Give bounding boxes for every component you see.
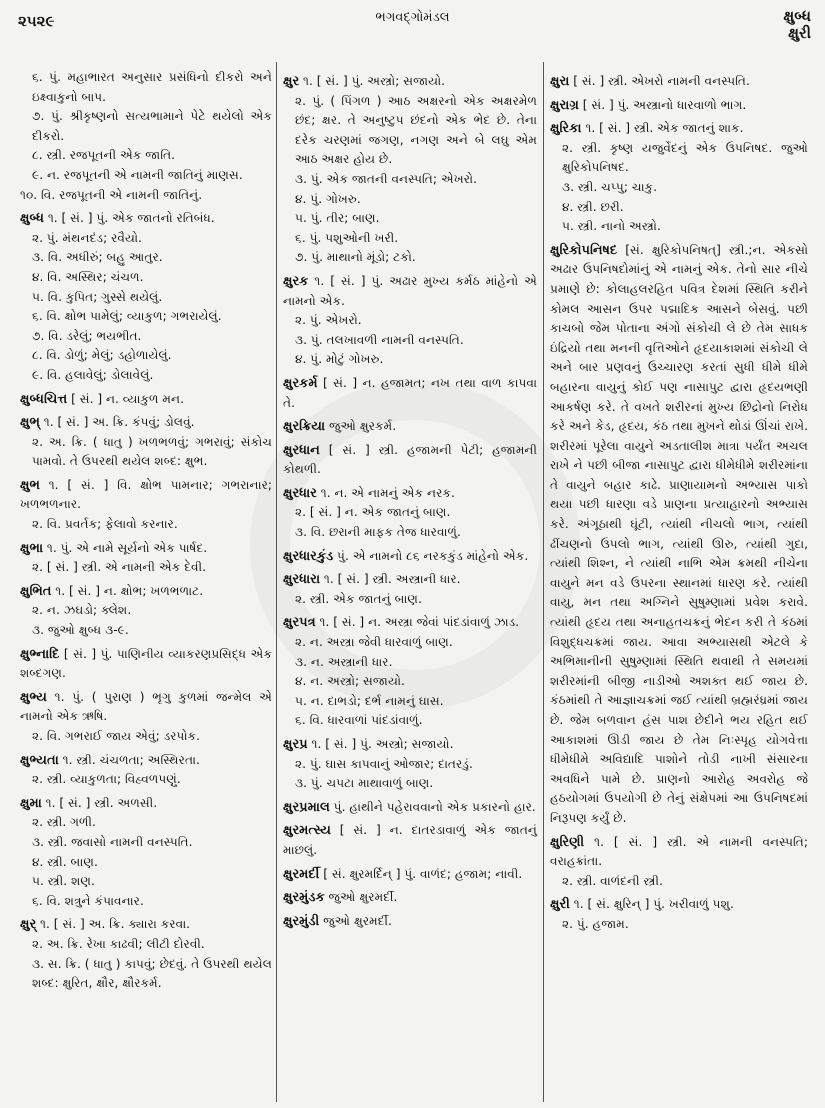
dictionary-entry	[20, 413, 272, 433]
dictionary-entry	[283, 547, 537, 567]
definition-text: જુઓ ક્ષુરમર્દી.	[324, 890, 398, 905]
definition-text: ૩. સ. ક્રિ. ( ધાતુ ) કાપવું; છેદવું. તે ઉપરથી થયેલ શબ્દ: ક્ષુરિત, ક્ષૌર, ક્ષૌરકર્મ.	[32, 956, 272, 991]
definition-text: ૯. ન. રજપૂતની એ નામની જાતિનું માણસ.	[32, 167, 243, 182]
dictionary-entry	[20, 476, 272, 515]
headword: ક્ષુરિકા	[550, 121, 582, 137]
column-divider	[276, 62, 277, 1102]
column-2	[283, 68, 537, 931]
definition-text: ૩. ન. અસ્ત્રાની ધાર.	[295, 654, 393, 669]
entry-sense	[283, 692, 537, 712]
definition-text: ૧. [ સં. ] અ. ક્રિ. ક્યારા કરવા.	[36, 917, 191, 932]
definition-text: ૨. સ્ત્રી. વ્યાકુળતા; વિહ્વળપણું.	[32, 772, 181, 787]
headword: ક્ષુરિકોપનિષદ	[550, 242, 618, 258]
definition-text: ૫. વિ. કુપિત; ગુસ્સે થયેલું.	[32, 289, 163, 304]
dictionary-entry	[550, 72, 808, 92]
entry-sense	[283, 590, 537, 610]
definition-text: ૨. સ્ત્રી. વાળંદની સ્ત્રી.	[562, 873, 663, 888]
definition-text: ૬. વિ. ધારવાળાં પાંદડાંવાળું.	[295, 713, 423, 728]
dictionary-entry	[283, 272, 537, 311]
definition-text: ૪. સ્ત્રી. બાણ.	[32, 854, 98, 869]
entry-sense	[20, 248, 272, 268]
definition-text: ૩. સ્ત્રી. ચપ્પુ; ચાકુ.	[562, 179, 658, 194]
entry-sense	[283, 523, 537, 543]
definition-text: ૧. [ સં. ] ન. અસ્ત્રા જેવાં પાંદડાંવાળું ઝાડ.	[315, 615, 520, 630]
headword: ક્ષુભિત	[20, 583, 52, 599]
headword: ક્ષુર્	[20, 917, 37, 933]
entry-sense	[20, 813, 272, 833]
entry-sense	[283, 229, 537, 249]
dictionary-entry	[283, 912, 537, 932]
headword: ક્ષુભ્નાદિ	[20, 646, 60, 662]
headword: ક્ષુમા	[20, 795, 42, 811]
definition-text: ૨. સ્ત્રી. એક જાતનું બાણ.	[295, 591, 422, 606]
definition-text: ૨. પું. મંથનદંડ; રવૈયો.	[32, 230, 142, 245]
definition-text: ૩. સ્ત્રી. જવાસો નામની વનસ્પતિ.	[32, 834, 193, 849]
headword: ક્ષુબ્ધચિત્ત	[20, 391, 68, 407]
definition-text: ૧. સ્ત્રી. ચંચળતા; અસ્થિરતા.	[58, 752, 200, 767]
page-number: ૨૫૨૯	[18, 12, 55, 30]
definition-text: ૧. [ સં. ] પું. અઢાર મુખ્ય કર્મઠ માંહેનો એ નામનો એક.	[283, 273, 537, 308]
dictionary-entry	[20, 582, 272, 602]
definition-text: ૧. પું. ( પુરાણ ) ભૃગુ કુળમાં જન્મેલ એ નામનો એક ઋષિ.	[20, 689, 272, 724]
entry-sense	[283, 311, 537, 331]
definition-text: [ સં. ] ન. હજામત; નખ તથા વાળ કાપવા તે.	[283, 375, 537, 410]
definition-text: ૨. વિ. પ્રવર્તક; ફેલાવો કરનાર.	[32, 517, 178, 532]
dictionary-entry	[20, 688, 272, 727]
definition-text: ૫. સ્ત્રી. નાનો અસ્ત્રો.	[562, 219, 661, 234]
definition-text: ૧. [ સં. ] સ્ત્રી. એક જાતનું શાક.	[581, 121, 744, 136]
definition-text: ૩. પું. ચપટા માથાવાળું બાણ.	[295, 776, 434, 791]
definition-text: ૩. વિ. અધીરું; બહુ આતુર.	[32, 250, 163, 265]
dictionary-entry	[20, 645, 272, 684]
definition-text: ૮. વિ. ડોળું; મેલું; ડહોળાયેલું.	[32, 348, 172, 363]
definition-text: ૩. વિ. છરાની માફક તેજ ધારવાળું.	[295, 525, 461, 540]
entry-sense	[283, 503, 537, 523]
definition-text: [ સં. ] પું. અસ્ત્રાનો ધારવાળો ભાગ.	[578, 97, 747, 112]
entry-sense	[550, 198, 808, 218]
headword: ક્ષુરી	[550, 897, 570, 913]
dictionary-entry	[283, 484, 537, 504]
definition-text: ૧. [ સં. ] પું. અસ્ત્રો; સજાયો.	[307, 737, 454, 751]
definition-text: ૧. [ સં. ] સ્ત્રી. અસ્ત્રાની ધાર.	[320, 572, 461, 587]
entry-sense	[283, 190, 537, 210]
entry-sense	[20, 727, 272, 747]
definition-text: ૨. પું. એખરો.	[295, 313, 362, 328]
entry-sense	[20, 872, 272, 892]
entry-sense	[283, 170, 537, 190]
definition-text: ૨. પું. ઘાસ કાપવાનું ઓજાર; દાતરડું.	[295, 756, 473, 771]
definition-text: ૨. [ સં. ] ન. એક જાતનું બાણ.	[295, 505, 451, 520]
headword: ક્ષુરક્રિયા	[283, 419, 326, 435]
definition-text: ૭. વિ. ડરેલું; ભયભીત.	[32, 328, 142, 343]
definition-text: [ સં. ક્ષુરમર્દિન્ ] પું. વાળંદ; હજામ; નાવી.	[319, 866, 523, 881]
headword: ક્ષુરમુંડી	[283, 913, 320, 929]
entry-sense	[550, 139, 808, 178]
definition-text: ૨. અ. ક્રિ. રેખા કાઢવી; લીટી દોરવી.	[32, 936, 205, 951]
dictionary-entry	[20, 539, 272, 559]
entry-sense	[283, 331, 537, 351]
headword: ક્ષુરધારા	[283, 572, 321, 588]
definition-text: ૨. ન. અસ્ત્રા જેવી ધારવાળું બાણ.	[295, 635, 453, 650]
entry-sense	[20, 770, 272, 790]
entry-sense	[283, 672, 537, 692]
dictionary-entry	[283, 821, 537, 860]
entry-sense	[550, 915, 808, 935]
entry-sense	[283, 755, 537, 775]
definition-text: ૧. [ સં. ] અ. ક્રિ. કંપવું; ડોલવું.	[39, 415, 195, 430]
headword: ક્ષુરમુંડક	[283, 890, 325, 906]
definition-text: ૫. ન. દાભડો; દર્ભ નામનું ઘાસ.	[295, 693, 444, 708]
headword: ક્ષુભ્યતા	[20, 752, 59, 768]
definition-text: પું. એ નામનો ૮૬ નરકકુંડ માંહેનો એક.	[333, 548, 529, 563]
entry-sense	[283, 711, 537, 731]
entry-sense	[20, 601, 272, 621]
dictionary-entry	[20, 209, 272, 229]
definition-text: ૨. ન. ઝઘડો; ક્લેશ.	[32, 603, 132, 618]
entry-sense	[20, 268, 272, 288]
entry-sense	[283, 92, 537, 170]
entry-sense	[20, 186, 272, 206]
entry-sense	[550, 217, 808, 237]
book-title: ભગવદ્ગોમંડલ	[375, 10, 450, 25]
dictionary-entry	[550, 96, 808, 116]
definition-text: ૩. જુઓ ક્ષુબ્ધ ૩-૯.	[32, 623, 129, 638]
definition-text: ૨. પું. ( પિંગળ ) આઠ અક્ષરનો એક અક્ષરમેળ છંદ; ક્ષર. તે અનુષ્ટુપ છંદનો એક ભેદ છે. તેના દરેક ચરણમાં જગણ, નગણ અને બે લઘુ એમ આઠ અક્ષર હોય છે.	[295, 93, 537, 167]
headword: ક્ષુર	[283, 74, 300, 89]
definition-text: ૬. પું. પશુઓની ખરી.	[295, 230, 399, 245]
definition-text: ૧. [ સં. ] સ્ત્રી. એ નામની વનસ્પતિ; વરાહક્રાંતા.	[550, 834, 808, 869]
definition-text: ૨. અ. ક્રિ. ( ધાતુ ) ખળભળવું; ગભરાવું; સંકોચ પામવો. તે ઉપરથી થયેલ શબ્દ: ક્ષુભ.	[32, 434, 272, 469]
headword: ક્ષુરા	[550, 74, 570, 89]
definition-text: [ સં. ] સ્ત્રી. હજામની પેટી; હજામની કોથળી.	[283, 442, 537, 477]
dictionary-entry	[283, 613, 537, 633]
dictionary-entry	[20, 390, 272, 410]
headword: ક્ષુરપ્રમાલ	[283, 799, 330, 815]
entry-sense	[20, 366, 272, 386]
guide-word-last: ક્ષુરી	[788, 24, 811, 42]
entry-sense	[20, 433, 272, 472]
entry-sense	[283, 248, 537, 268]
column-divider	[543, 62, 544, 1102]
entry-sense	[20, 621, 272, 641]
dictionary-entry	[20, 915, 272, 935]
headword: ક્ષુરધારકુંડ	[283, 548, 334, 564]
definition-text: ૬. વિ. ક્ષોભ પામેલું; વ્યાકુળ; ગભરાયેલું.	[32, 309, 222, 324]
definition-text: ૨. સ્ત્રી. કૃષ્ણ યજુર્વેદનું એક ઉપનિષદ. જુઓ ક્ષુરિકોપનિષદ.	[562, 140, 808, 175]
definition-text: ૪. ન. અસ્ત્રો; સજાયો.	[295, 674, 405, 689]
dictionary-entry	[283, 570, 537, 590]
definition-text: ૩. પું. તલખાવળી નામની વનસ્પતિ.	[295, 332, 464, 347]
entry-sense	[20, 229, 272, 249]
headword: ક્ષુરપત્ર	[283, 615, 316, 631]
entry-sense	[283, 633, 537, 653]
headword: ક્ષુભા	[20, 540, 44, 556]
definition-text: ૮. સ્ત્રી. રજપૂતની એક જાતિ.	[32, 148, 176, 163]
entry-sense	[20, 955, 272, 994]
entry-sense	[20, 166, 272, 186]
definition-text: ૧. [ સં. ] ન. ક્ષોભ; ખળભળાટ.	[51, 583, 204, 598]
headword: ક્ષુભ	[20, 477, 40, 493]
entry-sense	[283, 209, 537, 229]
definition-text: ૪. પું. મોટું ગોખરુ.	[295, 352, 384, 367]
definition-text: ૨. પું. હજામ.	[562, 916, 629, 931]
dictionary-entry	[550, 895, 808, 915]
definition-text: ૧. [ સં. ] વિ. ક્ષોભ પામનાર; ગભરાનાર; ખળભળનાર.	[20, 477, 272, 512]
entry-sense	[283, 653, 537, 673]
headword: ક્ષુભ્	[20, 415, 40, 431]
entry-sense	[20, 288, 272, 308]
dictionary-entry	[550, 119, 808, 139]
definition-text: ૧. [ સં. ] પું. એક જાતનો રતિબંધ.	[43, 211, 215, 226]
definition-text: [ સં. ] ન. દાતરડાવાળું એક જાતનું માછલું.	[283, 823, 537, 857]
headword: ક્ષુરમત્સ્ય	[283, 823, 331, 839]
dictionary-entry	[550, 241, 808, 829]
dictionary-entry	[283, 865, 537, 885]
definition-text: જુઓ ક્ષુરમર્દી.	[319, 913, 392, 928]
definition-text: [ સં. ] સ્ત્રી. એખરો નામની વનસ્પતિ.	[569, 74, 750, 88]
entry-sense	[283, 350, 537, 370]
definition-text: ૧. [ સં. ક્ષુરિન્ ] પું. ખરીવાળું પશુ.	[569, 897, 734, 912]
headword: ક્ષુરાગ્ર	[550, 97, 579, 113]
dictionary-entry	[283, 888, 537, 908]
definition-text: [સં. ક્ષુરિકોપનિષત્] સ્ત્રી.;ન. એકસો અઢાર ઉપનિષદોમાંનું એ નામનું એક. તેનો સાર નીચે પ્રમાણે છે: કોલાહલરહિત પવિત્ર દેશમાં સ્થિતિ કરીને કોમલ આસન ઉપર પદ્માદિક આસને બેસવું. પછી કાચબો જેમ પોતાના અંગો સંકોચી લે છે તેમ સાધક ઇંદ્રિયો તથા મનની વૃત્તિઓને હૃદયાકાશમાં સંકોચી લે અને બાર પ્રણવનું ઉચ્ચારણ કરતાં સુધી ધીમે ધીમે બહારના વાયુનું કોઈ પણ નાસાપુટ દ્વારા હૃદયભણી આકર્ષણ કરે. તે વખતે શરીરનાં મુખ્ય છિદ્રોનો નિરોધ કરે અને કેડ, હૃદય, કંઠ તથા મુખને થોડાં ઊંચાં રાખે. શરીરમાં પૂરેલા વાયુને અડતાલીશ માત્રા પર્યંત અચલ રાખે ને પછી બીજા નાસાપુટ દ્વારા ધીમેધીમે શરીરમાંના તે વાયુને બહાર કાઢે. પ્રાણાયામનો અભ્યાસ પાકો થયા પછી ધારણા વડે પ્રાણના પ્રત્યાહારનો અભ્યાસ કરે. અંગૂઠાથી ઘૂંટી, ત્યાંથી નીચલો ભાગ, ત્યાંથી ઢીંચણનો ઉપલો ભાગ, ત્યાંથી ઊરુ, ત્યાંથી ગુદા, ત્યાંથી શિશ્ન, ને ત્યાંથી નાભિ એમ ક્રમથી નીચેના વાયુને મન વડે ઉપરના સ્થાનમાં ધારણ કરે. ત્યાંથી વાયુ, મન તથા અગ્નિને સુષુમ્ણામાં પ્રવેશ કરાવે. ત્યાંથી હૃદય તથા અનાહતચક્રનું ભેદન કરી તે કંઠમાં વિશુદ્ધચક્રમાં જાય. આવા અભ્યાસથી એટલે કે અભિમાનીની સુષુમ્ણામાં સ્થિતિ થવાથી તે સમયમાં શરીરમાંની બીજી નાડીઓ અશક્ત થઈ જાય છે. કંઠમાંથી તે આજ્ઞાચક્રમાં જઈ ત્યાંથી બ્રહ્મરંધ્રમાં જાય છે. જેમ બળવાન હંસ પાશ છેદીને ભય રહિત થઈ આકાશમાં ઊડી જાય છે તેમ નિઃસ્પૃહ યોગવેત્તા ધીમેધીમે અવિદ્યાદિ પાશોને તોડી નાખી સંસારના અવધિને પામે છે. પ્રાણનો આરોહ અવરોહ જે હઠયોગમાં ઉપયોગી છે તેનું સંક્ષેપમાં આ ઉપનિષદમાં નિરૂપણ કર્યું છે.	[550, 242, 808, 825]
dictionary-entry	[20, 794, 272, 814]
definition-text: જુઓ ક્ષુરકર્મ.	[325, 419, 397, 434]
definition-text: ૧. [ સં. ] પું. અસ્ત્રો; સજાયો.	[299, 74, 446, 88]
entry-sense	[20, 833, 272, 853]
headword: ક્ષુરધાર	[283, 485, 317, 501]
entry-sense	[20, 307, 272, 327]
entry-sense	[20, 558, 272, 578]
headword: ક્ષુબ્ધ	[20, 211, 44, 227]
dictionary-entry	[283, 798, 537, 818]
definition-text: ૧. પું. એ નામે સૂર્યનો એક પાર્ષદ.	[43, 540, 208, 555]
entry-sense	[20, 346, 272, 366]
dictionary-entry	[283, 72, 537, 92]
headword: ક્ષુરકર્મ	[283, 375, 318, 391]
guide-words	[783, 8, 811, 42]
dictionary-entry	[283, 735, 537, 755]
entry-sense	[20, 515, 272, 535]
definition-text: ૨. [ સં. ] સ્ત્રી. એ નામની એક દેવી.	[32, 560, 206, 575]
definition-text: ૫. પું. તીર; બાણ.	[295, 211, 380, 226]
definition-text: ૨. વિ. ગભરાઈ જાય એવું; ડરપોક.	[32, 729, 200, 743]
entry-sense	[20, 935, 272, 955]
entry-sense	[20, 327, 272, 347]
headword: ક્ષુરપ્ર	[283, 737, 308, 752]
definition-text: [ સં. ] પું. પાણિનીય વ્યાકરણપ્રસિદ્ધ એક શબ્દગણ.	[20, 646, 272, 681]
definition-text: ૪. સ્ત્રી. છરી.	[562, 199, 624, 214]
definition-text: ૬. વિ. શત્રુને કંપાવનાર.	[32, 893, 144, 908]
definition-text: ૨. સ્ત્રી. ગળી.	[32, 815, 96, 830]
definition-text: ૪. પું. ગોખરુ.	[295, 191, 361, 206]
entry-sense	[20, 107, 272, 146]
column-3	[550, 68, 808, 935]
definition-text: પું. હાથીને પહેરાવવાનો એક પ્રકારનો હાર.	[329, 799, 536, 814]
dictionary-entry	[283, 417, 537, 437]
headword: ક્ષુભ્ય	[20, 689, 47, 705]
definition-text: ૧. [ સં. ] સ્ત્રી. અળસી.	[41, 795, 158, 810]
entry-sense	[283, 774, 537, 794]
headword: ક્ષુરક	[283, 273, 309, 289]
entry-sense	[550, 178, 808, 198]
definition-text: ૭. પું. માથાનો મૂંડો; ટકો.	[295, 250, 416, 265]
definition-text: ૫. સ્ત્રી. શણ.	[32, 874, 95, 889]
definition-text: ૩. પું. એક જાતની વનસ્પતિ; એખરો.	[295, 171, 477, 186]
column-1	[20, 68, 272, 994]
definition-text: [ સં. ] ન. વ્યાકુળ મન.	[67, 391, 184, 406]
entry-sense	[20, 853, 272, 873]
dictionary-entry	[283, 441, 537, 480]
guide-word-first: ક્ષુબ્ધ	[783, 7, 811, 25]
headword: ક્ષુરિણી	[550, 834, 585, 850]
dictionary-entry	[20, 751, 272, 771]
entry-sense	[20, 892, 272, 912]
dictionary-entry	[550, 833, 808, 872]
entry-sense	[20, 68, 272, 107]
definition-text: ૧. ન. એ નામનું એક નરક.	[316, 485, 455, 500]
dictionary-entry	[283, 374, 537, 413]
definition-text: ૬. પું. મહાભારત અનુસાર પ્રસંધિનો દીકરો અને ઇક્ષ્વાકુનો બાપ.	[32, 70, 272, 104]
entry-sense	[550, 872, 808, 892]
headword: ક્ષુરધાન	[283, 442, 320, 458]
definition-text: ૯. વિ. હલાવેલું; ડોલાવેલું.	[32, 367, 154, 382]
definition-text: ૪. વિ. અસ્થિર; ચંચળ.	[32, 269, 144, 284]
definition-text: ૭. પું. શ્રીકૃષ્ણનો સત્યભામાને પેટે થયેલો એક દીકરો.	[32, 109, 272, 143]
entry-sense	[20, 146, 272, 166]
definition-text: ૧૦. વિ. રજપૂતની એ નામની જાતિનું.	[20, 187, 203, 202]
headword: ક્ષુરમર્દી	[283, 866, 320, 882]
